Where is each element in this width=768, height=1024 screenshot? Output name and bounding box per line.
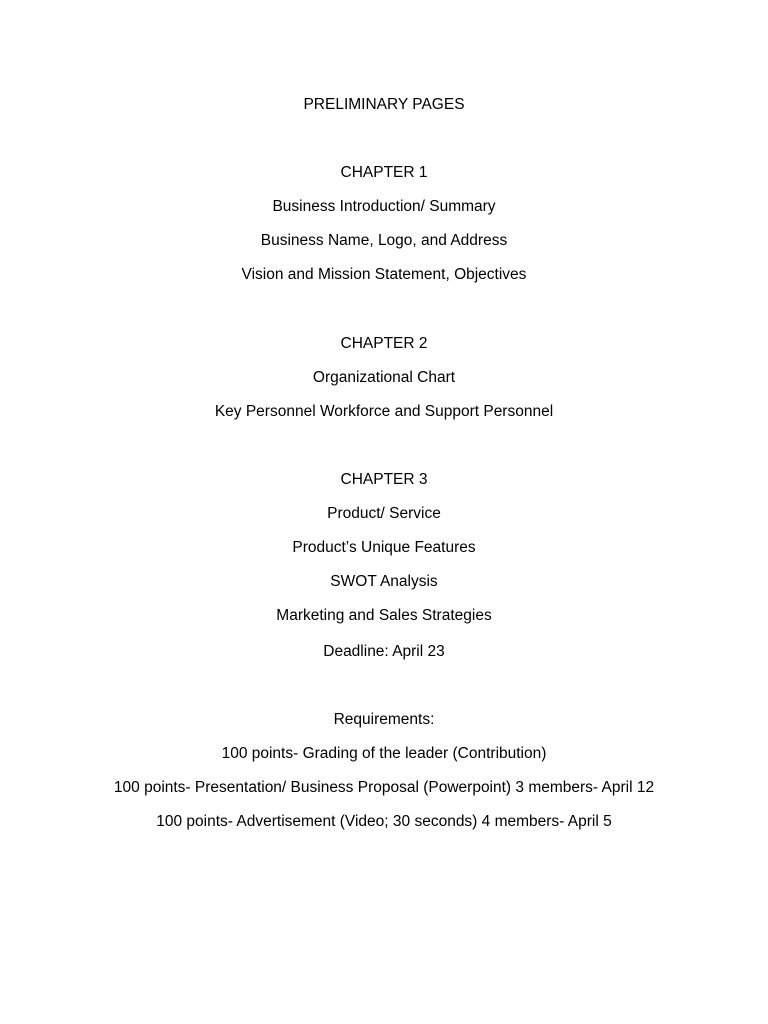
chapter-3-item: Product/ Service [327, 505, 441, 522]
chapter-1-item: Vision and Mission Statement, Objectives [241, 266, 527, 283]
chapter-3-item: SWOT Analysis [330, 573, 438, 590]
requirement-item: 100 points- Advertisement (Video; 30 seconds) 4 members- April 5 [156, 813, 612, 830]
chapter-1-item: Business Introduction/ Summary [272, 198, 496, 215]
chapter-2-heading: CHAPTER 2 [340, 335, 428, 352]
chapter-1-item: Business Name, Logo, and Address [260, 232, 508, 249]
chapter-1-heading: CHAPTER 1 [340, 164, 428, 181]
chapter-3-item: Product’s Unique Features [292, 539, 476, 556]
chapter-3-heading: CHAPTER 3 [340, 471, 428, 488]
deadline-text: Deadline: April 23 [323, 643, 445, 660]
requirement-item: 100 points- Presentation/ Business Proposal (Powerpoint) 3 members- April 12 [113, 779, 655, 796]
chapter-3-item: Marketing and Sales Strategies [276, 607, 492, 624]
chapter-2-item: Key Personnel Workforce and Support Personnel [214, 403, 554, 420]
requirements-heading: Requirements: [333, 711, 435, 728]
preliminary-pages-heading: PRELIMINARY PAGES [303, 96, 465, 113]
chapter-2-item: Organizational Chart [312, 369, 456, 386]
requirement-item: 100 points- Grading of the leader (Contribution) [221, 745, 547, 762]
